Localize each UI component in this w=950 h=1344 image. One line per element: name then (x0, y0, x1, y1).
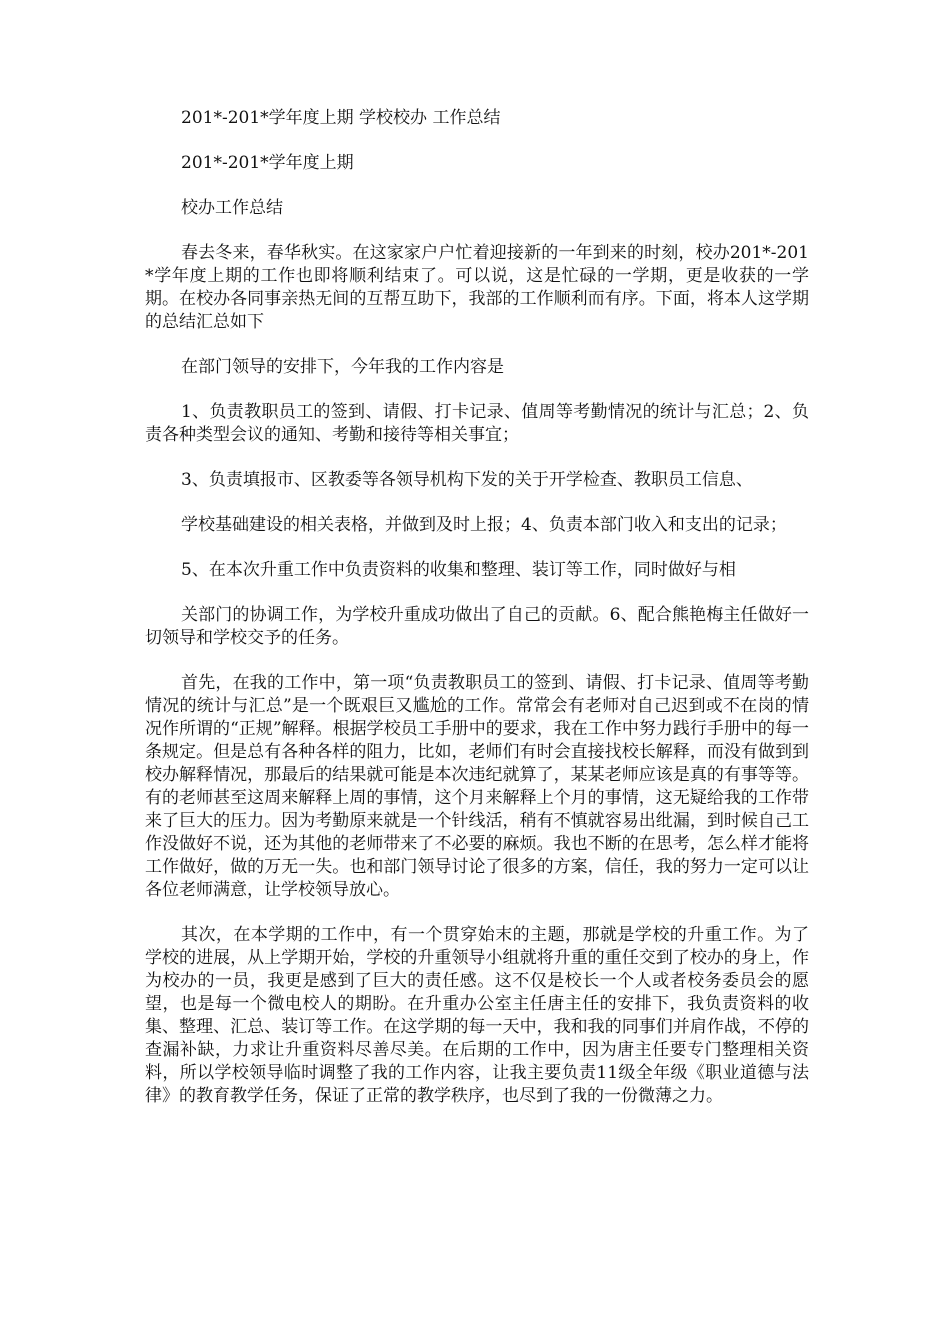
paragraph-duty-5-cont-6: 关部门的协调工作，为学校升重成功做出了自己的贡献。6、配合熊艳梅主任做好一切领导和学校交予的任务。 (145, 605, 809, 648)
paragraph-second-upgrade: 其次，在本学期的工作中，有一个贯穿始末的主题，那就是学校的升重工作。为了学校的进展，从上学期开始，学校的升重领导小组就将升重的重任交到了校办的身上，作为校办的一员，我更是感到了巨大的责任感。这不仅是校长一个人或者校务委员会的愿望，也是每一个微电校人的期盼。在升重办公室主任唐主任的安排下，我负责资料的收集、整理、汇总、装订等工作。在这学期的每一天中，我和我的同事们并肩作战，不停的查漏补缺，力求让升重资料尽善尽美。在后期的工作中，因为唐主任要专门整理相关资料，所以学校领导临时调整了我的工作内容，让我主要负责11级全年级《职业道德与法律》的教育教学任务，保证了正常的教学秩序，也尽到了我的一份微薄之力。 (145, 925, 809, 1106)
document-body (145, 107, 809, 1130)
paragraph-duty-3-cont-4: 学校基础建设的相关表格，并做到及时上报；4、负责本部门收入和支出的记录； (181, 515, 787, 535)
paragraph-duty-3: 3、负责填报市、区教委等各领导机构下发的关于开学检查、教职员工信息、 (181, 470, 753, 490)
paragraph-work-content-lead: 在部门领导的安排下，今年我的工作内容是 (181, 357, 504, 377)
paragraph-first-attendance: 首先，在我的工作中，第一项“负责教职员工的签到、请假、打卡记录、值周等考勤情况的统计与汇总”是一个既艰巨又尴尬的工作。常常会有老师对自己迟到或不在岗的情况作所谓的“正规”解释。根据学校员工手册中的要求，我在工作中努力践行手册中的每一条规定。但是总有各种各样的阻力，比如，老师们有时会直接找校长解释，而没有做到到校办解释情况，那最后的结果就可能是本次违纪就算了，某某老师应该是真的有事等等。有的老师甚至这周来解释上周的事情，这个月来解释上个月的事情，这无疑给我的工作带来了巨大的压力。因为考勤原来就是一个针线活，稍有不慎就容易出纰漏，到时候自己工作没做好不说，还为其他的老师带来了不必要的麻烦。我也不断的在思考，怎么样才能将工作做好，做的万无一失。也和部门领导讨论了很多的方案，信任，我的努力一定可以让各位老师满意，让学校领导放心。 (145, 673, 809, 900)
document-subtitle: 201*-201*学年度上期 (181, 153, 354, 173)
paragraph-duty-1-2: 1、负责教职员工的签到、请假、打卡记录、值周等考勤情况的统计与汇总；2、负责各种类型会议的通知、考勤和接待等相关事宜； (145, 402, 809, 445)
document-title: 201*-201*学年度上期 学校校办 工作总结 (181, 108, 501, 128)
document-section-title: 校办工作总结 (181, 198, 283, 218)
paragraph-duty-5: 5、在本次升重工作中负责资料的收集和整理、装订等工作，同时做好与相 (181, 560, 736, 580)
paragraph-intro: 春去冬来，春华秋实。在这家家户户忙着迎接新的一年到来的时刻，校办201*-201*学年度上期的工作也即将顺利结束了。可以说，这是忙碌的一学期，更是收获的一学期。在校办各同事亲热无间的互帮互助下，我部的工作顺利而有序。下面，将本人这学期的总结汇总如下 (145, 243, 809, 332)
